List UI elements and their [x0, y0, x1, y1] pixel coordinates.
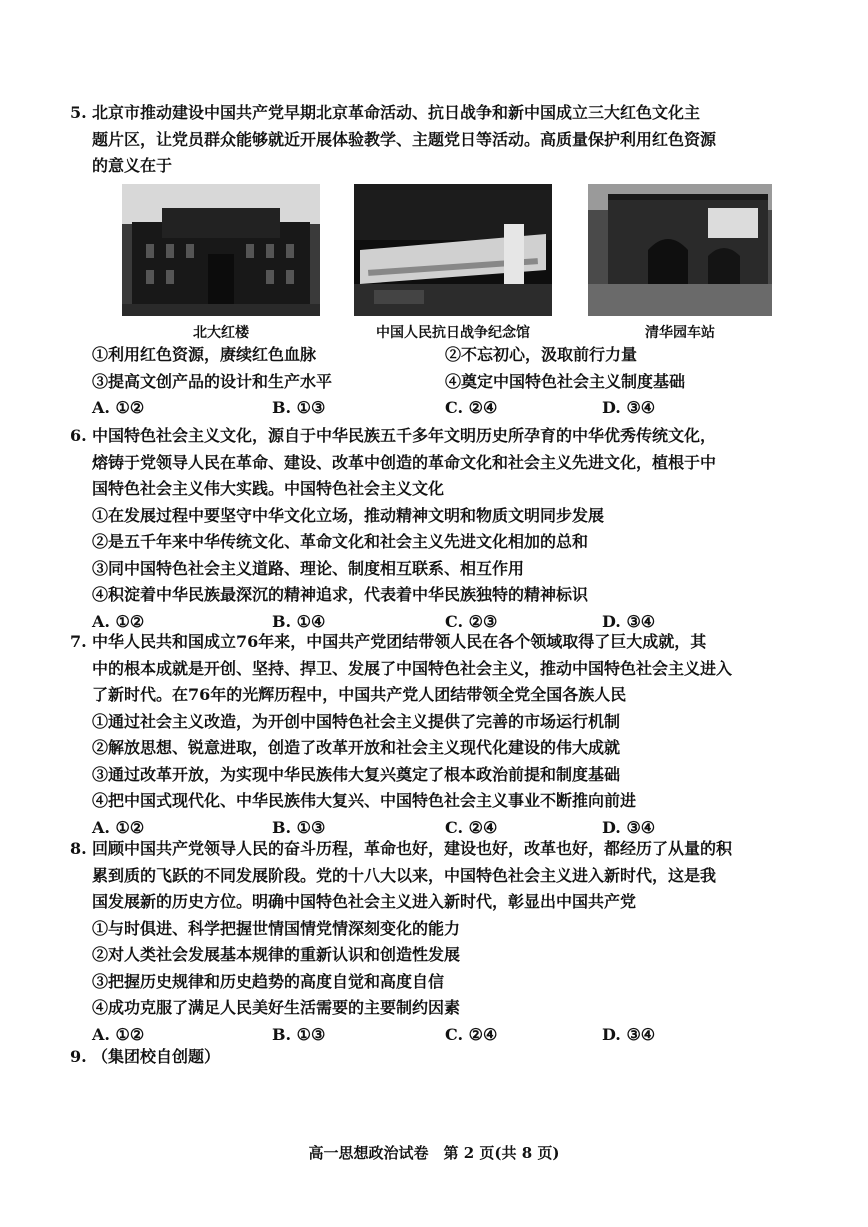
option-3: ③同中国特色社会主义道路、理论、制度相互联系、相互作用	[92, 558, 525, 578]
photo-war-memorial	[354, 184, 552, 316]
question-stem-line: 熔铸于党领导人民在革命、建设、改革中创造的革命文化和社会主义先进文化，植根于中	[92, 452, 717, 472]
question-number: 9.	[70, 1047, 87, 1066]
choice-d: D. ③④	[602, 398, 656, 417]
photo-tsinghua-station	[588, 184, 772, 316]
option-1: ①与时俱进、科学把握世情国情党情深刻变化的能力	[92, 918, 461, 938]
choice-c: C. ②④	[445, 817, 498, 837]
option-2: ②不忘初心，汲取前行力量	[445, 345, 638, 364]
option-4: ④积淀着中华民族最深沉的精神追求，代表着中华民族独特的精神标识	[92, 585, 589, 604]
question-number: 7.	[70, 632, 87, 651]
option-4: ④成功克服了满足人民美好生活需要的主要制约因素	[92, 998, 461, 1017]
option-2: ②对人类社会发展基本规律的重新认识和创造性发展	[92, 945, 461, 964]
question-9	[70, 1044, 782, 1071]
option-3: ③通过改革开放，为实现中华民族伟大复兴奠定了根本政治前提和制度基础	[92, 764, 621, 784]
choice-c: C. ②④	[445, 1024, 498, 1044]
question-stem-line: 中华人民共和国成立76年来，中国共产党团结带领人民在各个领域取得了巨大成就，其	[92, 632, 707, 651]
question-stem-line: 的意义在于	[92, 156, 173, 175]
question-stem-line: 国特色社会主义伟大实践。中国特色社会主义文化	[92, 479, 445, 498]
choice-b: B. ①③	[272, 398, 326, 417]
choice-a: A. ①②	[92, 817, 145, 837]
choice-d: D. ③④	[602, 817, 656, 837]
question-stem-line: 中国特色社会主义文化，源自于中华民族五千多年文明历史所孕育的中华优秀传统文化，	[92, 426, 717, 445]
choice-b: B. ①③	[272, 1024, 326, 1044]
question-number: 5.	[70, 103, 87, 122]
question-stem-line: 国发展新的历史方位。明确中国特色社会主义进入新时代，彰显出中国共产党	[92, 892, 637, 911]
choice-d: D. ③④	[602, 611, 656, 631]
page-footer: 高一思想政治试卷 第 2 页(共 8 页)	[308, 1144, 560, 1162]
photo-caption: 清华园车站	[645, 325, 715, 341]
question-7	[70, 629, 782, 841]
choice-b: B. ①③	[272, 817, 326, 837]
question-stem-line: 北京市推动建设中国共产党早期北京革命活动、抗日战争和新中国成立三大红色文化主	[92, 103, 701, 122]
question-5-options	[92, 342, 782, 421]
photo-row	[0, 184, 868, 344]
choice-a: A. ①②	[92, 1024, 145, 1044]
question-number: 6.	[70, 426, 87, 445]
choice-a: A. ①②	[92, 398, 145, 417]
choice-b: B. ①④	[272, 611, 326, 631]
choice-c: C. ②③	[445, 611, 498, 631]
question-8	[70, 836, 782, 1048]
photo-caption: 北大红楼	[193, 325, 249, 341]
option-3: ③提高文创产品的设计和生产水平	[92, 371, 333, 391]
option-2: ②是五千年来中华传统文化、革命文化和社会主义先进文化相加的总和	[92, 532, 589, 551]
option-4: ④奠定中国特色社会主义制度基础	[445, 371, 686, 391]
option-1: ①利用红色资源，赓续红色血脉	[92, 345, 317, 364]
question-stem-line: 中的根本成就是开创、坚持、捍卫、发展了中国特色社会主义，推动中国特色社会主义进入	[92, 658, 733, 678]
option-3: ③把握历史规律和历史趋势的高度自觉和高度自信	[92, 971, 445, 991]
question-stem-line: 回顾中国共产党领导人民的奋斗历程，革命也好，建设也好，改革也好，都经历了从量的积	[92, 839, 733, 858]
photo-caption: 中国人民抗日战争纪念馆	[376, 325, 530, 341]
question-stem-line: 累到质的飞跃的不同发展阶段。党的十八大以来，中国特色社会主义进入新时代，这是我	[92, 865, 717, 885]
option-1: ①在发展过程中要坚守中华文化立场，推动精神文明和物质文明同步发展	[92, 505, 605, 525]
choice-d: D. ③④	[602, 1024, 656, 1044]
option-4: ④把中国式现代化、中华民族伟大复兴、中国特色社会主义事业不断推向前进	[92, 791, 637, 810]
question-6	[70, 423, 782, 635]
answer-choices	[92, 395, 782, 421]
question-stem-line: 题片区，让党员群众能够就近开展体验教学、主题党日等活动。高质量保护利用红色资源	[92, 129, 717, 149]
option-1: ①通过社会主义改造，为开创中国特色社会主义提供了完善的市场运行机制	[92, 711, 621, 731]
choice-c: C. ②④	[445, 398, 498, 417]
question-number: 8.	[70, 839, 87, 858]
photo-red-building	[122, 184, 320, 316]
option-2: ②解放思想、锐意进取，创造了改革开放和社会主义现代化建设的伟大成就	[92, 738, 621, 757]
question-stem-line: 了新时代。在76年的光辉历程中，中国共产党人团结带领全党全国各族人民	[92, 685, 627, 704]
question-5	[70, 100, 782, 180]
choice-a: A. ①②	[92, 611, 145, 631]
question-stem-line: （集团校自创题）	[92, 1047, 221, 1066]
